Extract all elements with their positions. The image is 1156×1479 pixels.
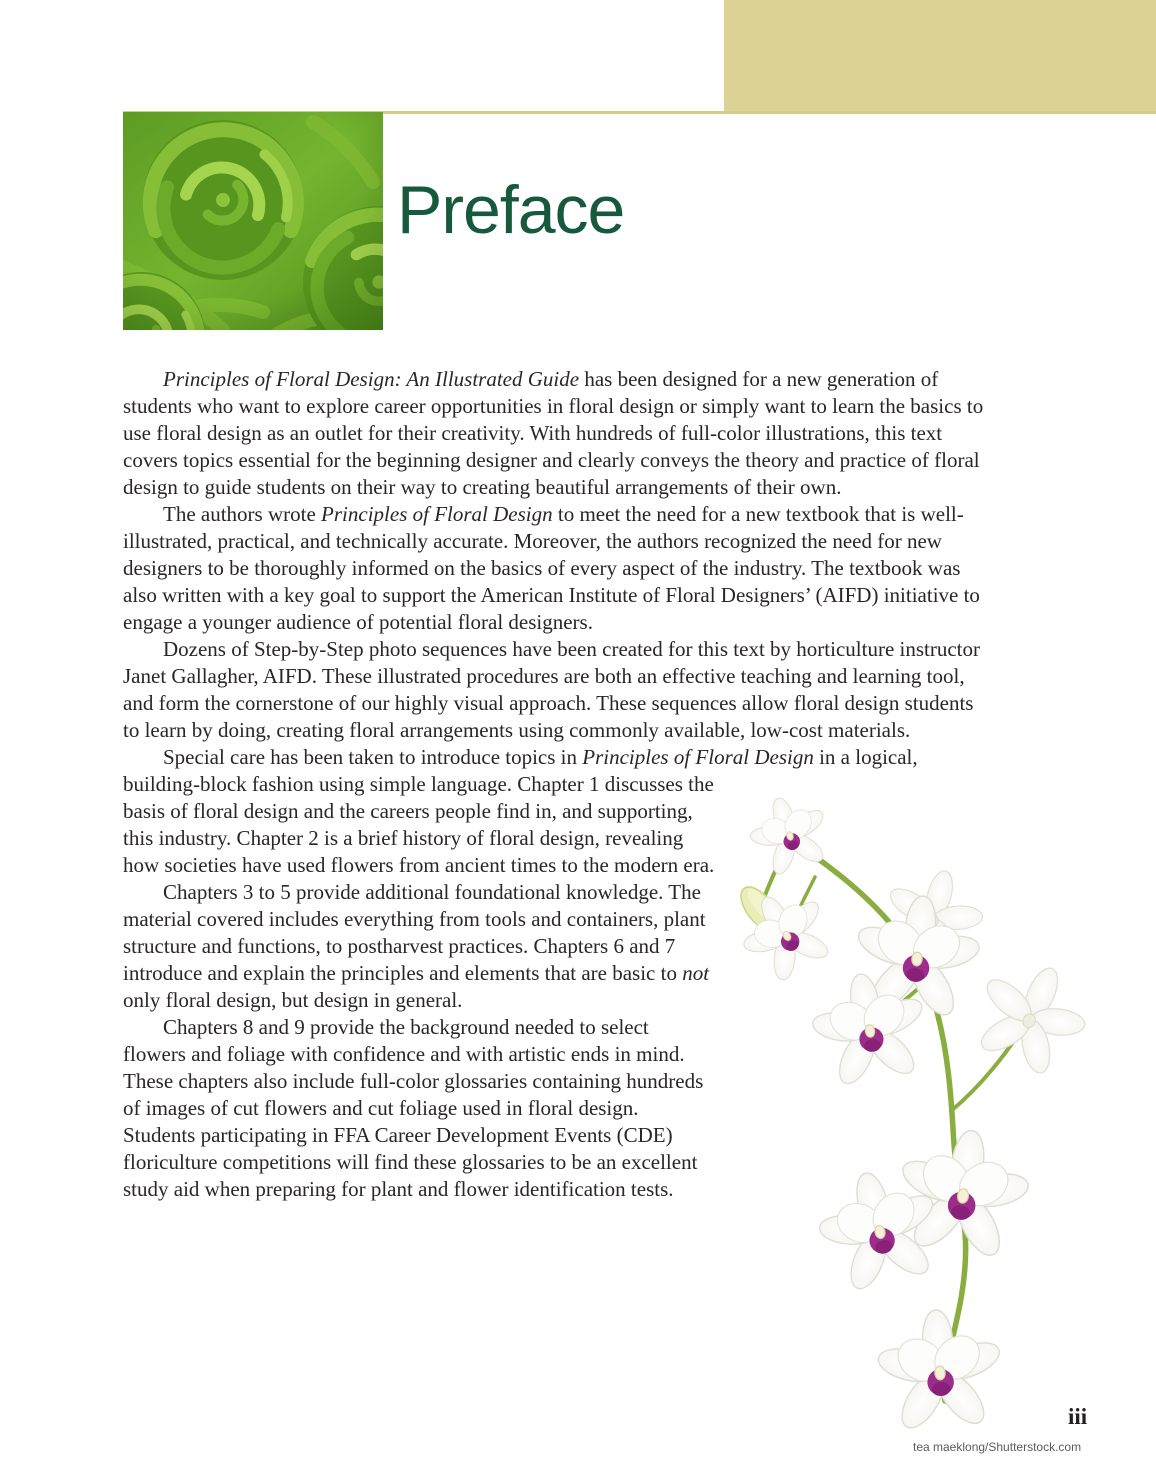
leaf-roses-photo [123, 112, 383, 330]
preface-paragraph-6: Chapters 8 and 9 provide the background needed to select flowers and foliage with confidence and with artistic ends in mind. These chapters also include full-color glossaries containing hundreds of images of cut flowers and cut foliage used in floral design. Students participating in FFA Career Development Events (CDE) floriculture competitions will find these glossaries to be an excellent study aid when preparing for plant and flower identification tests. [123, 1015, 704, 1201]
preface-paragraph-1: Principles of Floral Design: An Illustrated Guide has been designed for a new generation of students who want to explore career opportunities in floral design or simply want to learn the basics to use floral design as an outlet for their creativity. With hundreds of full-color illustrations, this text covers topics essential for the beginning designer and clearly conveys the theory and practice of floral design to guide students on their way to creating beautiful arrangements of their own. [123, 367, 984, 499]
header-tan-block [724, 0, 1156, 112]
preface-paragraph-4: Special care has been taken to introduce topics in Principles of Floral Design in a logical, building-block fashion using simple language. Chapter 1 discusses the basis of floral design and the careers people find in, and supporting, this industry. Chapter 2 is a brief history of floral design, revealing how societies have used flowers from ancient times to the modern era. [123, 745, 918, 877]
orchid-photo [715, 744, 995, 1364]
page-title: Preface [397, 172, 625, 248]
preface-text [123, 366, 995, 1364]
preface-paragraph-5: Chapters 3 to 5 provide additional foundational knowledge. The material covered includes everything from tools and containers, plant structure and functions, to postharvest practices. Chapters 6 and 7 introduce and explain the principles and elements that are basic to not only floral design, but design in general. [123, 880, 710, 1012]
photo-credit: tea maeklong/Shutterstock.com [913, 1440, 1082, 1454]
page-number: iii [1068, 1404, 1088, 1429]
orchid-image [719, 781, 1119, 1401]
leaf-roses-image [123, 112, 383, 330]
preface-paragraph-3: Dozens of Step-by-Step photo sequences have been created for this text by horticulture instructor Janet Gallagher, AIFD. These illustrated procedures are both an effective teaching and learning tool, and form the cornerstone of our highly visual approach. These sequences allow floral design students to learn by doing, creating floral arrangements using commonly available, low-cost materials. [123, 637, 981, 742]
preface-paragraph-2: The authors wrote Principles of Floral Design to meet the need for a new textbook that is well-illustrated, practical, and technically accurate. Moreover, the authors recognized the need for new designers to be thoroughly informed on the basics of every aspect of the industry. The textbook was also written with a key goal to support the American Institute of Floral Designers’ (AIFD) initiative to engage a younger audience of potential floral designers. [123, 502, 980, 634]
